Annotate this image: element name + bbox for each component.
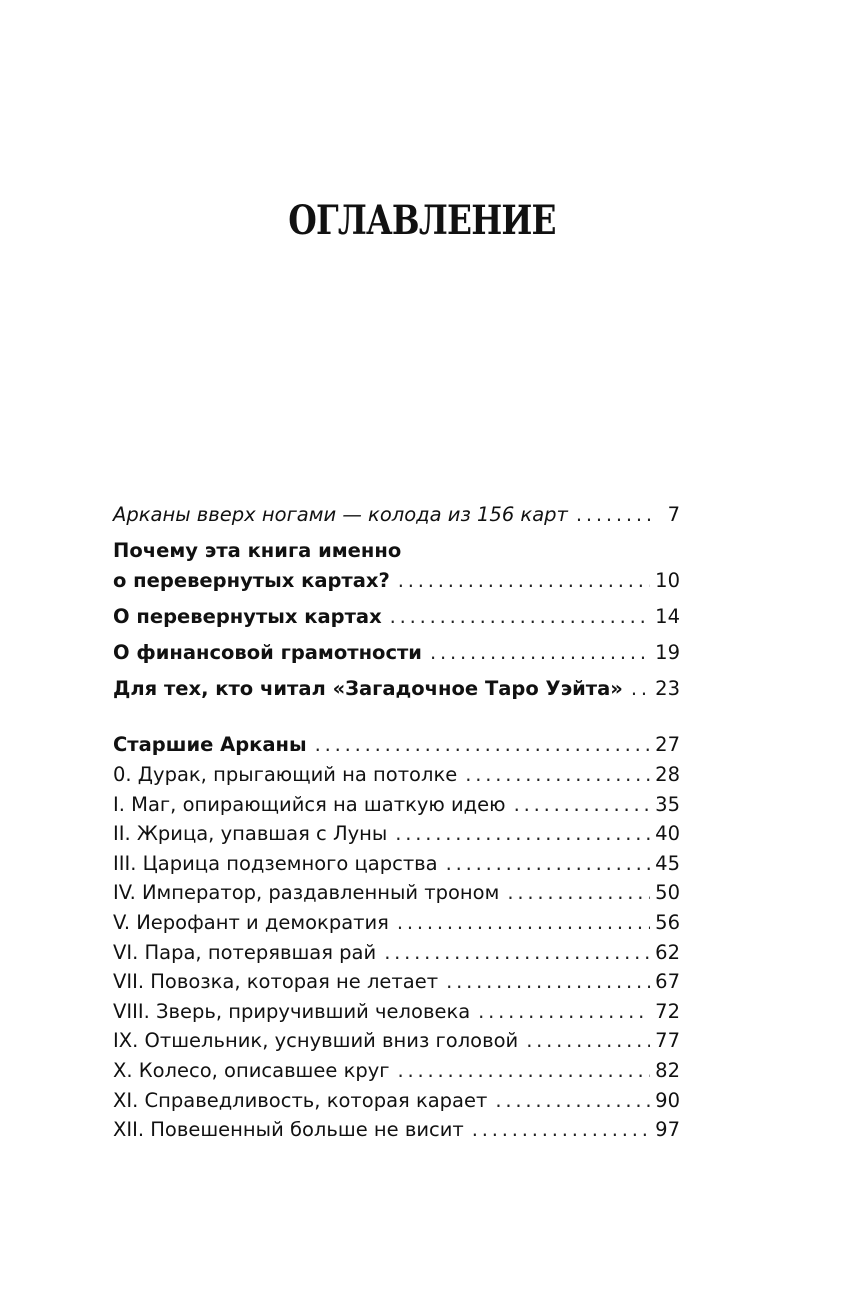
dot-leader: [514, 790, 650, 820]
toc-entry-arcana[interactable]: [113, 790, 680, 820]
dot-leader: [507, 878, 650, 908]
toc-entry-arcana[interactable]: [113, 938, 680, 968]
dot-leader: [390, 602, 650, 632]
toc-entry-page: 72: [655, 999, 680, 1023]
toc-entry-page: 62: [655, 940, 680, 964]
dot-leader: [478, 997, 650, 1027]
dot-leader: [395, 819, 650, 849]
toc-entry-label: V. Иерофант и демократия: [113, 910, 389, 934]
toc-entry-label-line2: о перевернутых картах?: [113, 569, 390, 592]
toc-entry-arcana[interactable]: [113, 849, 680, 879]
dot-leader: [315, 730, 650, 760]
toc-section-major-arcana[interactable]: [113, 730, 680, 760]
dot-leader: [526, 1026, 650, 1056]
toc-entry-intro-4[interactable]: [113, 638, 680, 668]
dot-leader: [576, 500, 650, 530]
toc-entry-label: IX. Отшельник, уснувший вниз головой: [113, 1029, 519, 1053]
toc-entry-label: II. Жрица, упавшая с Луны: [113, 822, 388, 846]
toc-entry-page: 14: [655, 605, 680, 628]
arcana-list: [113, 760, 680, 1145]
toc-entry-arcana[interactable]: [113, 1086, 680, 1116]
toc-entry-label: XII. Повешенный больше не висит: [113, 1118, 464, 1142]
toc-entry-page: 50: [655, 881, 680, 905]
toc-entry-page: 45: [655, 851, 680, 875]
toc-entry-intro-3[interactable]: [113, 602, 680, 632]
toc-entry-intro-2[interactable]: [113, 536, 680, 596]
dot-leader: [465, 760, 650, 790]
toc-entry-arcana[interactable]: [113, 908, 680, 938]
toc-entry-arcana[interactable]: [113, 1056, 680, 1086]
toc-entry-page: 40: [655, 822, 680, 846]
toc-entry-label: I. Маг, опирающийся на шаткую идею: [113, 792, 506, 816]
toc-entry-label: VI. Пара, потерявшая рай: [113, 940, 377, 964]
toc-entry-label: IV. Император, раздавленный троном: [113, 881, 500, 905]
dot-leader: [472, 1115, 650, 1145]
dot-leader: [495, 1086, 650, 1116]
toc-entry-page: 10: [655, 569, 680, 592]
toc-entry-label-line1: Почему эта книга именно: [113, 539, 402, 562]
toc-entry-arcana[interactable]: [113, 1115, 680, 1145]
toc-entry-page: 67: [655, 970, 680, 994]
toc-entry-label: Арканы вверх ногами — колода из 156 карт: [113, 503, 568, 526]
toc-section-label: Старшие Арканы: [113, 733, 307, 756]
toc-entry-intro-5[interactable]: [113, 674, 680, 704]
dot-leader: [446, 967, 650, 997]
toc-entry-page: 97: [655, 1118, 680, 1142]
toc-entry-page: 23: [655, 677, 680, 700]
toc-entry-arcana[interactable]: [113, 760, 680, 790]
toc-entry-arcana[interactable]: [113, 997, 680, 1027]
toc-entry-page: 7: [667, 503, 680, 526]
dot-leader: [398, 1056, 650, 1086]
page-title: ОГЛАВЛЕНИЕ: [288, 197, 556, 244]
toc-entry-arcana[interactable]: [113, 819, 680, 849]
toc-section-page: 27: [655, 733, 680, 756]
toc-entry-page: 28: [655, 763, 680, 786]
toc-entry-label: О перевернутых картах: [113, 605, 382, 628]
dot-leader: [446, 849, 650, 879]
toc-entry-arcana[interactable]: [113, 878, 680, 908]
toc-entry-label: VIII. Зверь, приручивший человека: [113, 999, 471, 1023]
dot-leader: [631, 674, 650, 704]
toc-entry-page: 77: [655, 1029, 680, 1053]
toc-entry-arcana[interactable]: [113, 1026, 680, 1056]
toc-entry-page: 19: [655, 641, 680, 664]
dot-leader: [384, 938, 650, 968]
dot-leader: [397, 908, 650, 938]
toc-entry-page: 35: [655, 792, 680, 816]
toc-entry-label: 0. Дурак, прыгающий на потолке: [113, 763, 458, 786]
toc-entry-page: 56: [655, 910, 680, 934]
toc-entry-label: Для тех, кто читал «Загадочное Таро Уэйта»: [113, 677, 623, 700]
toc-entry-arcana[interactable]: [113, 967, 680, 997]
toc-entry-label: VII. Повозка, которая не летает: [113, 970, 439, 994]
toc-entry-intro-1[interactable]: [113, 500, 680, 530]
toc-entry-page: 90: [655, 1088, 680, 1112]
toc-entry-label: О финансовой грамотности: [113, 641, 422, 664]
toc-entry-page: 82: [655, 1058, 680, 1082]
table-of-contents: [113, 500, 680, 1145]
toc-entry-label: III. Царица подземного царства: [113, 851, 438, 875]
toc-entry-label: X. Колесо, описавшее круг: [113, 1058, 390, 1082]
dot-leader: [398, 566, 650, 596]
toc-entry-label: XI. Справедливость, которая карает: [113, 1088, 488, 1112]
dot-leader: [430, 638, 650, 668]
